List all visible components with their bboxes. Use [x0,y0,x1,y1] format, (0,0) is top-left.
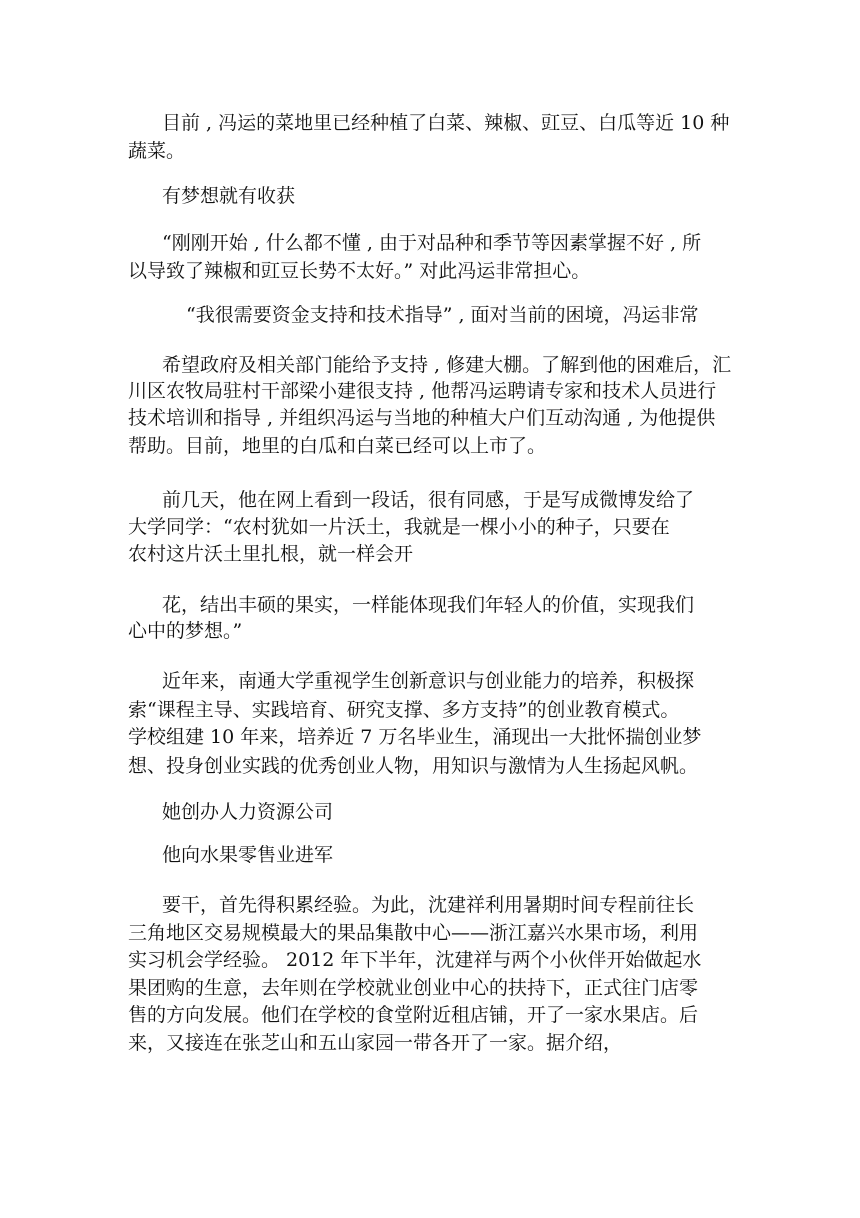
text-line: 花，结出丰硕的果实，一样能体现我们年轻人的价值，实现我们 [162,594,695,616]
text-line: 售的方向发展。他们在学校的食堂附近租店铺，开了一家水果店。后 [128,1004,699,1026]
text-line: 希望政府及相关部门能给予支持 , 修建大棚。了解到他的困难后，汇 [162,354,732,376]
text-line: “我很需要资金支持和技术指导” , 面对当前的困境，冯运非常 [186,304,699,326]
text-line: 川区农牧局驻村干部梁小建很支持 , 他帮冯运聘请专家和技术人员进行 [128,380,717,402]
text-line: 索“课程主导、实践培育、研究支撑、多方支持”的创业教育模式。 [128,699,680,721]
text-line: 大学同学：“农村犹如一片沃土，我就是一棵小小的种子，只要在 [128,516,670,538]
text-line: 来，又接连在张芝山和五山家园一带各开了一家。据介绍， [128,1032,623,1054]
text-line: 蔬菜。 [128,140,186,162]
text-line: “刚刚开始 , 什么都不懂 , 由于对品种和季节等因素掌握不好 , 所 [162,232,702,254]
text-line: 果团购的生意，去年则在学校就业创业中心的扶持下，正式往门店零 [128,977,699,999]
text-line: 想、投身创业实践的优秀创业人物，用知识与激情为人生扬起风帆。 [128,755,699,777]
text-line: 农村这片沃土里扎根，就一样会开 [128,543,414,565]
heading-line: 他向水果零售业进军 [162,844,334,866]
text-line: 心中的梦想。” [128,620,243,642]
text-line: 技术培训和指导 , 并组织冯运与当地的种植大户们互动沟通 , 为他提供 [128,407,716,429]
text-line: 学校组建 10 年来，培养近 7 万名毕业生，涌现出一大批怀揣创业梦 [128,726,702,748]
text-line: 目前 , 冯运的菜地里已经种植了白菜、辣椒、豇豆、白瓜等近 10 种 [162,112,730,134]
text-line: 三角地区交易规模最大的果品集散中心——浙江嘉兴水果市场，利用 [128,922,699,944]
text-line: 前几天，他在网上看到一段话，很有同感，于是写成微博发给了 [162,489,695,511]
heading-line: 她创办人力资源公司 [162,801,334,823]
text-line: 要干，首先得积累经验。为此，沈建祥利用暑期时间专程前往长 [162,894,695,916]
heading-line: 有梦想就有收获 [162,185,296,207]
text-line: 以导致了辣椒和豇豆长势不太好。” 对此冯运非常担心。 [128,260,591,282]
text-line: 实习机会学经验。 2012 年下半年，沈建祥与两个小伙伴开始做起水 [128,949,702,971]
text-line: 近年来，南通大学重视学生创新意识与创业能力的培养，积极探 [162,670,695,692]
text-line: 帮助。目前，地里的白瓜和白菜已经可以上市了。 [128,435,547,457]
